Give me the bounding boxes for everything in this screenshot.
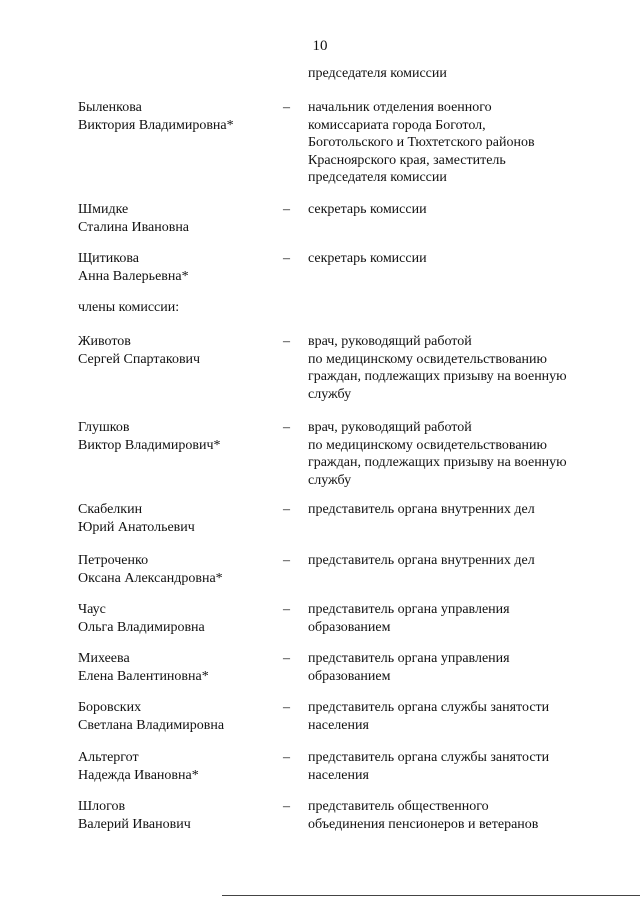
member-surname: Чаус [78,602,106,617]
member-dash: – [283,251,290,266]
member-given-names: Валерий Иванович [78,816,191,832]
member-name [78,333,278,368]
member-role [308,798,608,833]
member-dash: – [283,502,290,517]
member-role-line: представитель органа управления [308,602,510,617]
continued-role-line: председателя комиссии [308,66,447,81]
member-name [78,650,278,685]
member-role-line: граждан, подлежащих призыву на военную [308,455,567,470]
member-role-line: председателя комиссии [308,170,447,185]
member-name [78,601,278,636]
member-role-line: образованием [308,619,391,635]
member-dash: – [283,334,290,349]
member-surname: Быленкова [78,100,142,115]
member-given-names: Ольга Владимировна [78,619,205,635]
member-given-names: Анна Валерьевна* [78,268,189,284]
member-role [308,333,608,403]
member-role-line: объединения пенсионеров и ветеранов [308,816,539,832]
member-role-line: представитель органа управления [308,651,510,666]
member-role [308,749,608,784]
member-name [78,501,278,536]
member-surname: Животов [78,334,131,349]
member-surname: Щитикова [78,251,139,266]
member-given-names: Сталина Ивановна [78,219,190,235]
member-dash: – [283,553,290,568]
member-surname: Глушков [78,420,130,435]
member-role [308,201,608,219]
member-given-names: Елена Валентиновна* [78,668,209,684]
member-role-line: населения [308,767,369,783]
member-role-line: представитель общественного [308,799,489,814]
page-number: 10 [312,38,328,54]
member-surname: Шмидке [78,202,129,217]
member-given-names: Оксана Александровна* [78,570,223,586]
member-dash: – [283,202,290,217]
member-role [308,501,608,519]
member-role [308,601,608,636]
member-role-line: врач, руководящий работой [308,420,472,435]
member-role-line: начальник отделения военного [308,100,492,115]
member-given-names: Сергей Спартакович [78,351,201,367]
member-role [308,552,608,570]
member-role-line: секретарь комиссии [308,202,427,217]
member-surname: Шлогов [78,799,126,814]
member-role [308,419,608,489]
member-role-line: представитель органа службы занятости [308,700,550,715]
member-role-line: службу [308,386,352,402]
member-role [308,99,608,187]
member-name [78,699,278,734]
member-name [78,798,278,833]
member-role-line: по медицинскому освидетельствованию [308,351,548,367]
member-role [308,650,608,685]
member-role-line: секретарь комиссии [308,251,427,266]
member-surname: Скабелкин [78,502,143,517]
member-role [308,250,608,268]
member-role-line: службу [308,472,352,488]
member-given-names: Виктория Владимировна* [78,117,234,133]
member-role-line: представитель органа службы занятости [308,750,550,765]
member-role-line: представитель органа внутренних дел [308,553,535,568]
member-dash: – [283,602,290,617]
member-role-line: Боготольского и Тюхтетского районов [308,135,535,150]
member-role-line: образованием [308,668,391,684]
member-dash: – [283,700,290,715]
member-dash: – [283,651,290,666]
member-role-line: врач, руководящий работой [308,334,472,349]
member-name [78,250,278,285]
member-given-names: Виктор Владимирович* [78,437,221,453]
member-name [78,749,278,784]
members-heading: члены комиссии: [78,300,180,315]
member-name [78,419,278,454]
member-dash: – [283,750,290,765]
member-surname: Михеева [78,651,130,666]
member-role-line: представитель органа внутренних дел [308,502,535,517]
bottom-rule [222,895,640,896]
member-surname: Альтергот [78,750,139,765]
member-given-names: Юрий Анатольевич [78,519,195,535]
member-surname: Боровских [78,700,142,715]
member-dash: – [283,799,290,814]
member-dash: – [283,100,290,115]
member-role-line: граждан, подлежащих призыву на военную [308,369,567,384]
member-role-line: населения [308,717,369,733]
member-role-line: комиссариата города Боготол, [308,117,486,133]
member-role-line: Красноярского края, заместитель [308,152,506,168]
member-role [308,699,608,734]
member-role-line: по медицинскому освидетельствованию [308,437,548,453]
member-name [78,99,278,134]
member-name [78,201,278,236]
member-given-names: Светлана Владимировна [78,717,225,733]
member-surname: Петроченко [78,553,149,568]
member-dash: – [283,420,290,435]
member-name [78,552,278,587]
member-given-names: Надежда Ивановна* [78,767,199,783]
